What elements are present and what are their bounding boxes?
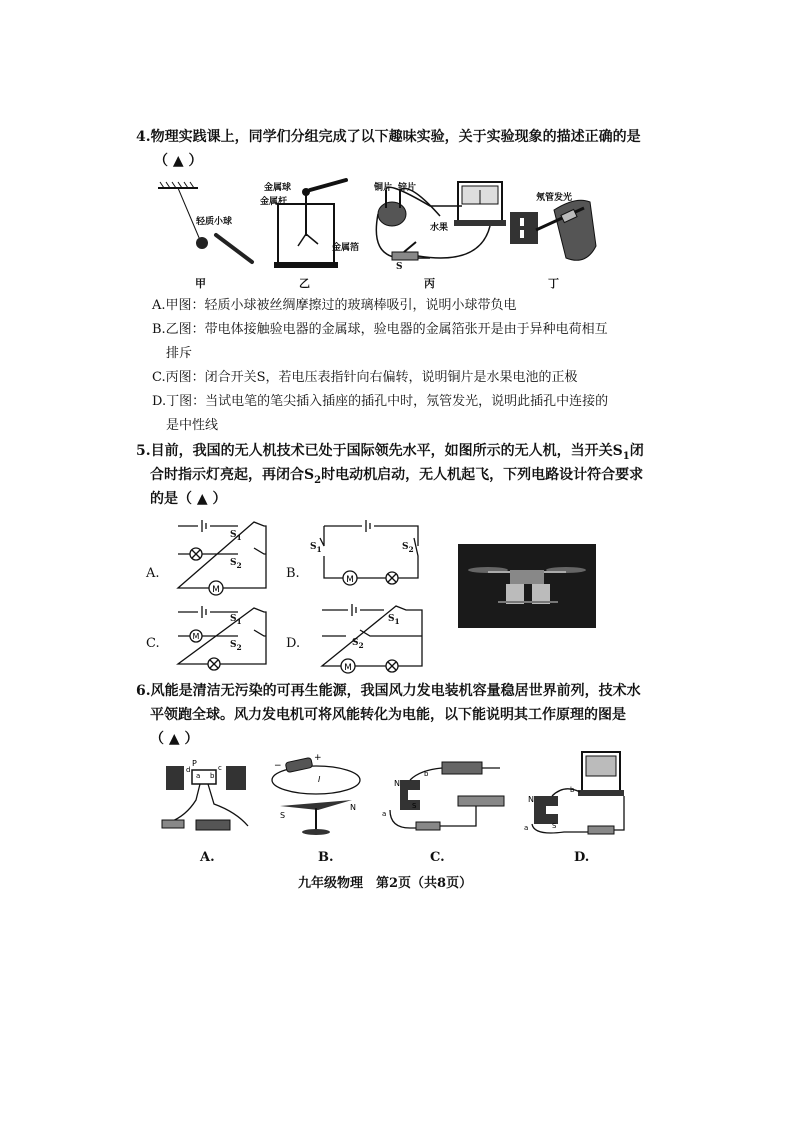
label-switch-s: S [396, 262, 403, 272]
circuit-d-diagram [318, 602, 428, 674]
fig-a-b: b [210, 772, 215, 780]
q4-option-b-line1: B.乙图：带电体接触验电器的金属球，验电器的金属箔张开是由于异种电荷相互 [152, 322, 608, 337]
circuit-d-label: D. [286, 636, 301, 651]
oersted-diagram [266, 752, 366, 838]
circuit-b-s1: $S_1$ [310, 542, 322, 554]
fig-d-a: a [524, 824, 529, 832]
q4-option-c: C.丙图：闭合开关S，若电压表指针向右偏转，说明铜片是水果电池的正极 [152, 370, 578, 385]
caption-bing: 丙 [424, 277, 435, 290]
circuit-a-s2: $S_2$ [230, 558, 242, 570]
q6-caption-a: A. [200, 850, 215, 865]
circuit-b-label: B. [286, 566, 300, 581]
q6-caption-c: C. [430, 850, 445, 865]
q6-stem-line2: 平领跑全球。风力发电机可将风能转化为电能，以下能说明其工作原理的图是 [150, 707, 626, 723]
label-light-ball: 轻质小球 [196, 217, 233, 227]
generator-rheostat-diagram [380, 756, 512, 836]
fig-a-p: P [192, 759, 197, 768]
q4-option-d-line2: 是中性线 [166, 418, 219, 433]
circuit-d-s2: $S_2$ [352, 638, 364, 650]
label-zinc: 锌片 [398, 183, 417, 193]
page-footer: 九年级物理 第2页（共8页） [298, 876, 473, 891]
circuit-c-label: C. [146, 636, 160, 651]
q4-option-a: A.甲图：轻质小球被丝绸摩擦过的玻璃棒吸引，说明小球带负电 [152, 298, 517, 313]
fig-c-n: N [394, 779, 400, 788]
pendulum-diagram [150, 180, 260, 280]
fig-c-a: a [382, 810, 387, 818]
fig-b-current: I [318, 775, 321, 784]
q5-stem-line3: 的是（ ▲ ） [150, 491, 227, 507]
q6-figure-b [266, 752, 366, 838]
drone-photo [458, 544, 596, 628]
fig-b-minus: − [274, 761, 282, 771]
circuit-a-diagram [174, 518, 270, 595]
fig-a-a: a [196, 772, 201, 780]
fig-b-s: S [280, 811, 286, 820]
caption-ding: 丁 [548, 277, 559, 290]
circuit-d-s1: $S_1$ [388, 614, 400, 626]
circuit-b [310, 516, 430, 590]
label-metal-ball: 金属球 [264, 183, 292, 193]
label-metal-rod: 金属杆 [260, 197, 288, 207]
circuit-a-s1: $S_1$ [230, 530, 242, 542]
circuit-a-motor: M [212, 585, 220, 595]
fig-c-b: b [424, 770, 429, 778]
q6-caption-b: B. [318, 850, 334, 865]
generator-ammeter-diagram [524, 748, 628, 838]
fig-a-d: d [186, 766, 191, 774]
label-fruit: 水果 [430, 223, 449, 233]
fig-d-s: S [552, 822, 557, 830]
label-copper: 铜片 [374, 183, 393, 193]
caption-yi: 乙 [299, 277, 310, 290]
fig-b-plus: + [314, 753, 322, 763]
fig-b-n: N [350, 803, 356, 812]
fig-d-n: N [528, 795, 534, 804]
motor-coil-diagram [156, 756, 256, 836]
circuit-c [174, 604, 270, 674]
q4-stem-line2: （ ▲ ） [154, 153, 203, 169]
circuit-c-diagram [174, 604, 270, 674]
q4-figure-jia [150, 180, 260, 280]
label-neon: 氖管发光 [536, 193, 573, 203]
drone-image [458, 544, 596, 628]
q6-stem-line3: （ ▲ ） [150, 731, 199, 747]
q5-stem-line1: 5.目前，我国的无人机技术已处于国际领先水平，如图所示的无人机，当开关$S_1$闭 [136, 443, 644, 462]
q6-caption-d: D. [574, 850, 590, 865]
q4-stem-line1: 4.物理实践课上，同学们分组完成了以下趣味实验，关于实验现象的描述正确的是 [136, 129, 641, 145]
q6-figure-a [156, 756, 256, 836]
circuit-b-s2: $S_2$ [402, 542, 414, 554]
circuit-d-motor: M [344, 663, 352, 673]
q4-option-d-line1: D.丁图：当试电笔的笔尖插入插座的插孔中时，氖管发光，说明此插孔中连接的 [152, 394, 609, 409]
circuit-a [174, 518, 270, 595]
q5-stem-line2: 合时指示灯亮起，再闭合$S_2$时电动机启动，无人机起飞，下列电路设计符合要求 [150, 467, 644, 486]
fig-a-c: c [218, 764, 222, 772]
q4-option-b-line2: 排斥 [166, 346, 193, 361]
circuit-c-motor: M [192, 632, 200, 641]
caption-jia: 甲 [195, 277, 206, 290]
q4-figure-yi [258, 176, 358, 272]
circuit-a-label: A. [146, 566, 160, 581]
circuit-c-s2: $S_2$ [230, 640, 242, 652]
q4-figure-ding [506, 186, 602, 272]
circuit-d [318, 602, 428, 674]
q6-stem-line1: 6.风能是清洁无污染的可再生能源，我国风力发电装机容量稳居世界前列，技术水 [136, 683, 641, 699]
label-metal-foil: 金属箔 [332, 243, 360, 253]
circuit-b-motor: M [346, 575, 354, 585]
fig-c-s: S [412, 802, 417, 810]
fig-d-b: b [570, 786, 575, 794]
q4-figure-bing [370, 176, 510, 272]
circuit-c-s1: $S_1$ [230, 614, 242, 626]
q6-figure-c [380, 756, 512, 836]
q6-figure-d [524, 748, 628, 838]
